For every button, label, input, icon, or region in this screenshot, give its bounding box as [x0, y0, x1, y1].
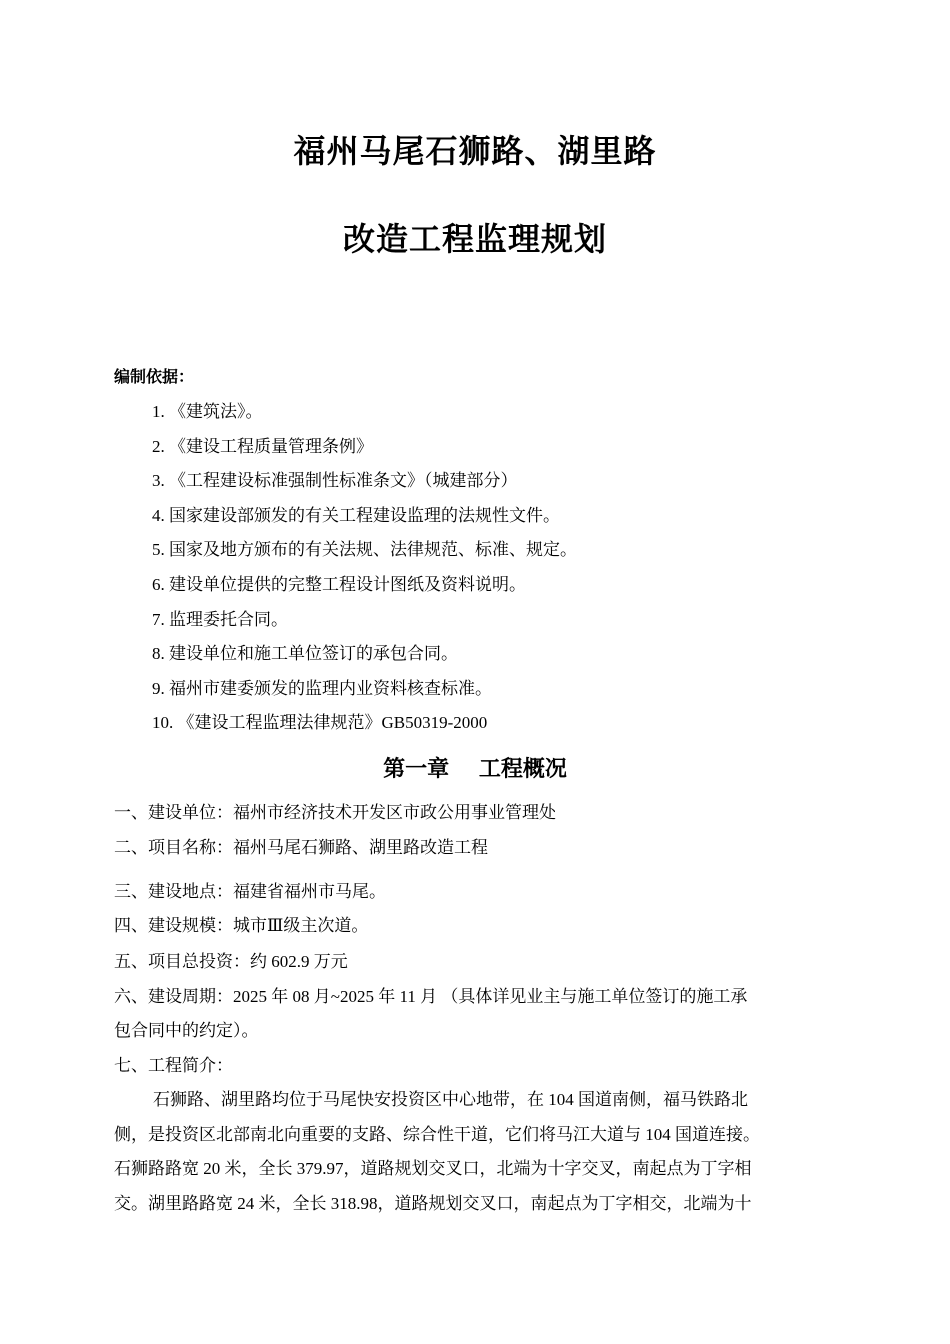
- basis-item: 7. 监理委托合同。: [152, 609, 288, 629]
- basis-item: 6. 建设单位提供的完整工程设计图纸及资料说明。: [152, 574, 526, 594]
- overview-project: 二、项目名称：福州马尾石狮路、湖里路改造工程: [114, 838, 488, 857]
- basis-item: 5. 国家及地方颁布的有关法规、法律规范、标准、规定。: [152, 540, 577, 560]
- basis-item: 9. 福州市建委颁发的监理内业资料核查标准。: [152, 678, 492, 698]
- overview-period-line-2: 包合同中的约定）。: [114, 1021, 259, 1040]
- overview-investment: 五、项目总投资：约 602.9 万元: [114, 952, 348, 971]
- overview-location: 三、建设地点：福建省福州市马尾。: [114, 882, 386, 901]
- intro-paragraph-line: 交。湖里路路宽 24 米，全长 318.98，道路规划交叉口，南起点为丁字相交，北端为十: [114, 1194, 752, 1213]
- intro-paragraph-line: 石狮路、湖里路均位于马尾快安投资区中心地带，在 104 国道南侧，福马铁路北: [153, 1090, 748, 1109]
- basis-list: [152, 397, 577, 743]
- basis-label: 编制依据：: [114, 367, 195, 386]
- basis-item: 3. 《工程建设标准强制性标准条文》（城建部分）: [152, 471, 518, 491]
- basis-item: 8. 建设单位和施工单位签订的承包合同。: [152, 644, 458, 664]
- basis-item: 2. 《建设工程质量管理条例》: [152, 436, 373, 456]
- chapter-heading: 第一章 工程概况: [383, 757, 567, 782]
- overview-unit: 一、建设单位：福州市经济技术开发区市政公用事业管理处: [114, 803, 556, 822]
- document-title-line-2: 改造工程监理规划: [342, 220, 607, 258]
- intro-paragraph-line: 侧，是投资区北部南北向重要的支路、综合性干道，它们将马江大道与 104 国道连接。: [114, 1125, 760, 1144]
- basis-item: 10. 《建设工程监理法律规范》GB50319-2000: [152, 713, 488, 733]
- document-title-line-1: 福州马尾石狮路、湖里路: [293, 132, 657, 170]
- overview-intro-label: 七、工程简介：: [114, 1056, 233, 1075]
- intro-paragraph-line: 石狮路路宽 20 米，全长 379.97，道路规划交叉口，北端为十字交叉，南起点为丁字相: [114, 1159, 752, 1178]
- overview-period-line-1: 六、建设周期：2025 年 08 月~2025 年 11 月 （具体详见业主与施工单位签订的施工承: [114, 987, 748, 1006]
- basis-item: 4. 国家建设部颁发的有关工程建设监理的法规性文件。: [152, 505, 560, 525]
- overview-scale: 四、建设规模：城市Ⅲ级主次道。: [114, 916, 369, 935]
- basis-item: 1. 《建筑法》。: [152, 402, 263, 421]
